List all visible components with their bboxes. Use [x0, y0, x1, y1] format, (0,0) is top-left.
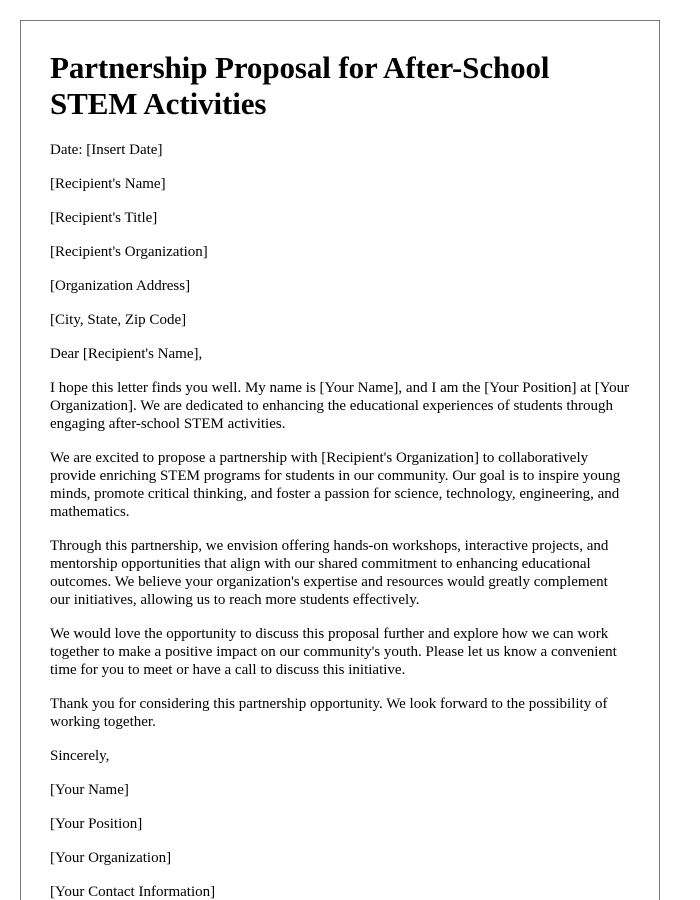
recipient-title: [Recipient's Title] — [50, 210, 158, 226]
letter-title: Partnership Proposal for After-School STEM Activities — [50, 50, 550, 121]
body-paragraph-intro: I hope this letter finds you well. My name is [Your Name], and I am the [Your Position] at [Your Organization]. We are dedicated to enhancing the educational experiences of students through engaging after-school STEM activities. — [50, 380, 630, 432]
recipient-address: [Organization Address] — [50, 278, 191, 294]
body-paragraph-thanks: Thank you for considering this partnership opportunity. We look forward to the possibility of working together. — [50, 696, 608, 730]
sender-name: [Your Name] — [50, 782, 129, 798]
recipient-city-state-zip: [City, State, Zip Code] — [50, 312, 187, 328]
sender-position: [Your Position] — [50, 816, 143, 832]
body-paragraph-proposal: We are excited to propose a partnership with [Recipient's Organization] to collaboratively provide enriching STEM programs for students in our community. Our goal is to inspire young minds, promote critical thinking, and foster a passion for science, technology, engineering, and mathematics. — [50, 450, 621, 520]
closing: Sincerely, — [50, 748, 110, 764]
date-line: Date: [Insert Date] — [50, 142, 163, 158]
salutation: Dear [Recipient's Name], — [50, 346, 203, 362]
body-paragraph-discussion: We would love the opportunity to discuss this proposal further and explore how we can work together to make a positive impact on our community's youth. Please let us know a convenient time for you to meet or have a call to discuss this initiative. — [50, 626, 617, 678]
recipient-organization: [Recipient's Organization] — [50, 244, 208, 260]
sender-contact: [Your Contact Information] — [50, 884, 216, 900]
sender-organization: [Your Organization] — [50, 850, 172, 866]
recipient-name: [Recipient's Name] — [50, 176, 166, 192]
body-paragraph-vision: Through this partnership, we envision offering hands-on workshops, interactive projects, and mentorship opportunities that align with our shared commitment to enhancing educational outcomes. We believe your organization's expertise and resources would greatly complement our initiatives, allowing us to reach more students effectively. — [50, 538, 609, 608]
letter-page — [20, 20, 660, 900]
